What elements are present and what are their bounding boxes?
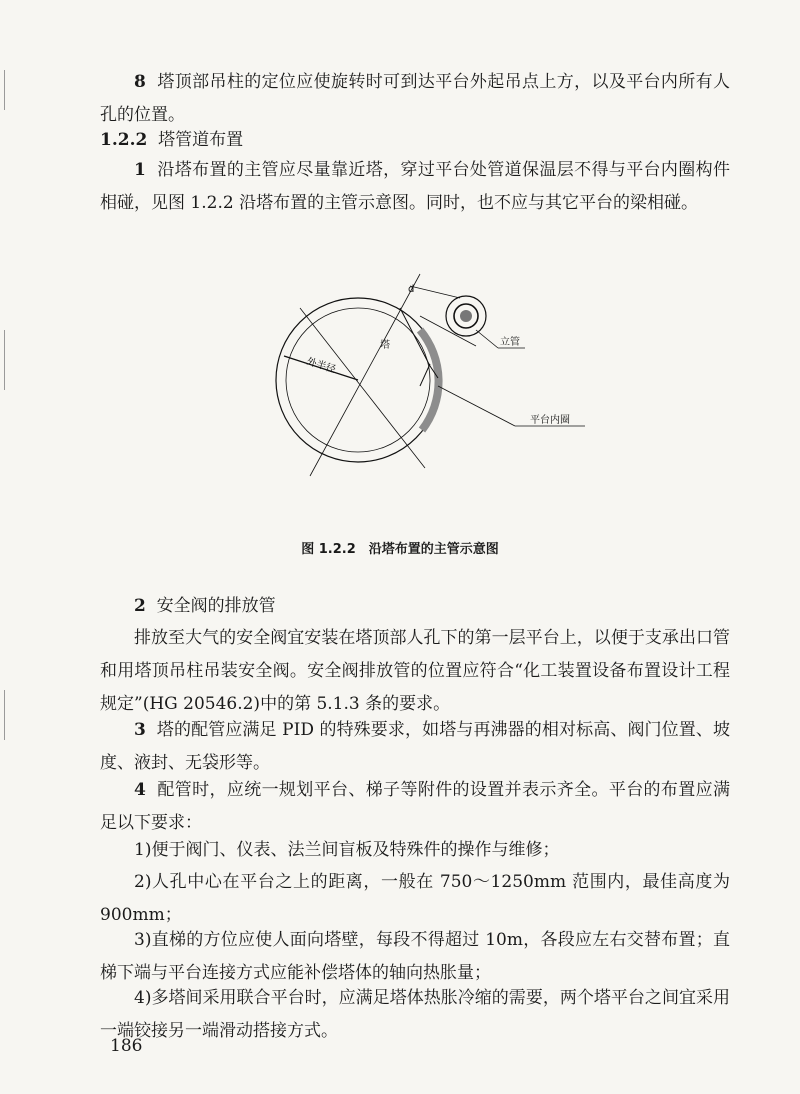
paragraph-title: 安全阀的排放管 — [156, 596, 276, 616]
label-d: d — [408, 284, 415, 295]
dimension-line-d — [410, 286, 460, 298]
platform-bracket — [420, 364, 430, 386]
paragraph-text: 配管时，应统一规划平台、梯子等附件的设置并表示齐全。平台的布置应满足以下要求： — [100, 780, 731, 833]
section-heading — [100, 124, 730, 157]
scan-edge-mark — [4, 690, 5, 740]
paragraph-number: 2 — [134, 596, 146, 616]
label-tower: 塔 — [380, 340, 390, 351]
paragraph-text: 塔的配管应满足 PID 的特殊要求，如塔与再沸器的相对标高、阀门位置、坡度、液封、无袋形等。 — [100, 720, 730, 773]
scan-edge-mark — [4, 330, 5, 390]
page-number: 186 — [110, 1036, 143, 1056]
section-number: 1.2.2 — [100, 130, 148, 150]
paragraph-4 — [100, 774, 730, 840]
paragraph-3 — [100, 714, 730, 780]
list-item-2: 2)人孔中心在平台之上的距离，一般在 750～1250mm 范围内，最佳高度为 900mm； — [100, 872, 730, 925]
scan-edge-mark — [4, 70, 5, 110]
label-platform-inner-ring: 平台内圈 — [530, 415, 570, 426]
list-item-3: 3)直梯的方位应使人面向塔壁，每段不得超过 10m，各段应左右交替布置；直梯下端与平台连接方式应能补偿塔体的轴向热胀量； — [100, 930, 730, 983]
label-outer-radius: 外半径 — [305, 356, 338, 376]
center-line-a — [300, 308, 425, 468]
list-item-1: 1)便于阀门、仪表、法兰间盲板及特殊件的操作与维修； — [134, 840, 560, 860]
figure-caption: 图 1.2.2 沿塔布置的主管示意图 — [301, 542, 499, 557]
tower-piping-diagram — [270, 268, 610, 488]
paragraph-text: 塔顶部吊柱的定位应使旋转时可到达平台外起吊点上方，以及平台内所有人孔的位置。 — [100, 72, 731, 125]
paragraph-8 — [100, 66, 730, 132]
paragraph-number: 4 — [134, 780, 146, 800]
paragraph-2-body: 排放至大气的安全阀宜安装在塔顶部人孔下的第一层平台上，以便于支承出口管和用塔顶吊柱吊装安全阀。安全阀排放管的位置应符合“化工装置设备布置设计工程规定”(HG 20546.2)中的第 5.1.3 条的要求。 — [100, 628, 730, 714]
label-riser: 立管 — [500, 337, 520, 348]
paragraph-number: 8 — [134, 72, 146, 92]
paragraph-2-heading — [100, 590, 730, 623]
paragraph-number: 1 — [134, 160, 146, 180]
platform-leader-line — [438, 386, 515, 426]
section-title: 塔管道布置 — [158, 130, 244, 150]
paragraph-text: 沿塔布置的主管应尽量靠近塔，穿过平台处管道保温层不得与平台内圈构件相碰，见图 1.2.2 沿塔布置的主管示意图。同时，也不应与其它平台的梁相碰。 — [100, 160, 731, 213]
riser-leader-line — [476, 330, 498, 348]
paragraph-1 — [100, 154, 730, 220]
riser-core — [460, 310, 472, 322]
paragraph-number: 3 — [134, 720, 146, 740]
list-item-4: 4)多塔间采用联合平台时，应满足塔体热胀冷缩的需要，两个塔平台之间宜采用一端铰接另一端滑动搭接方式。 — [100, 988, 730, 1041]
